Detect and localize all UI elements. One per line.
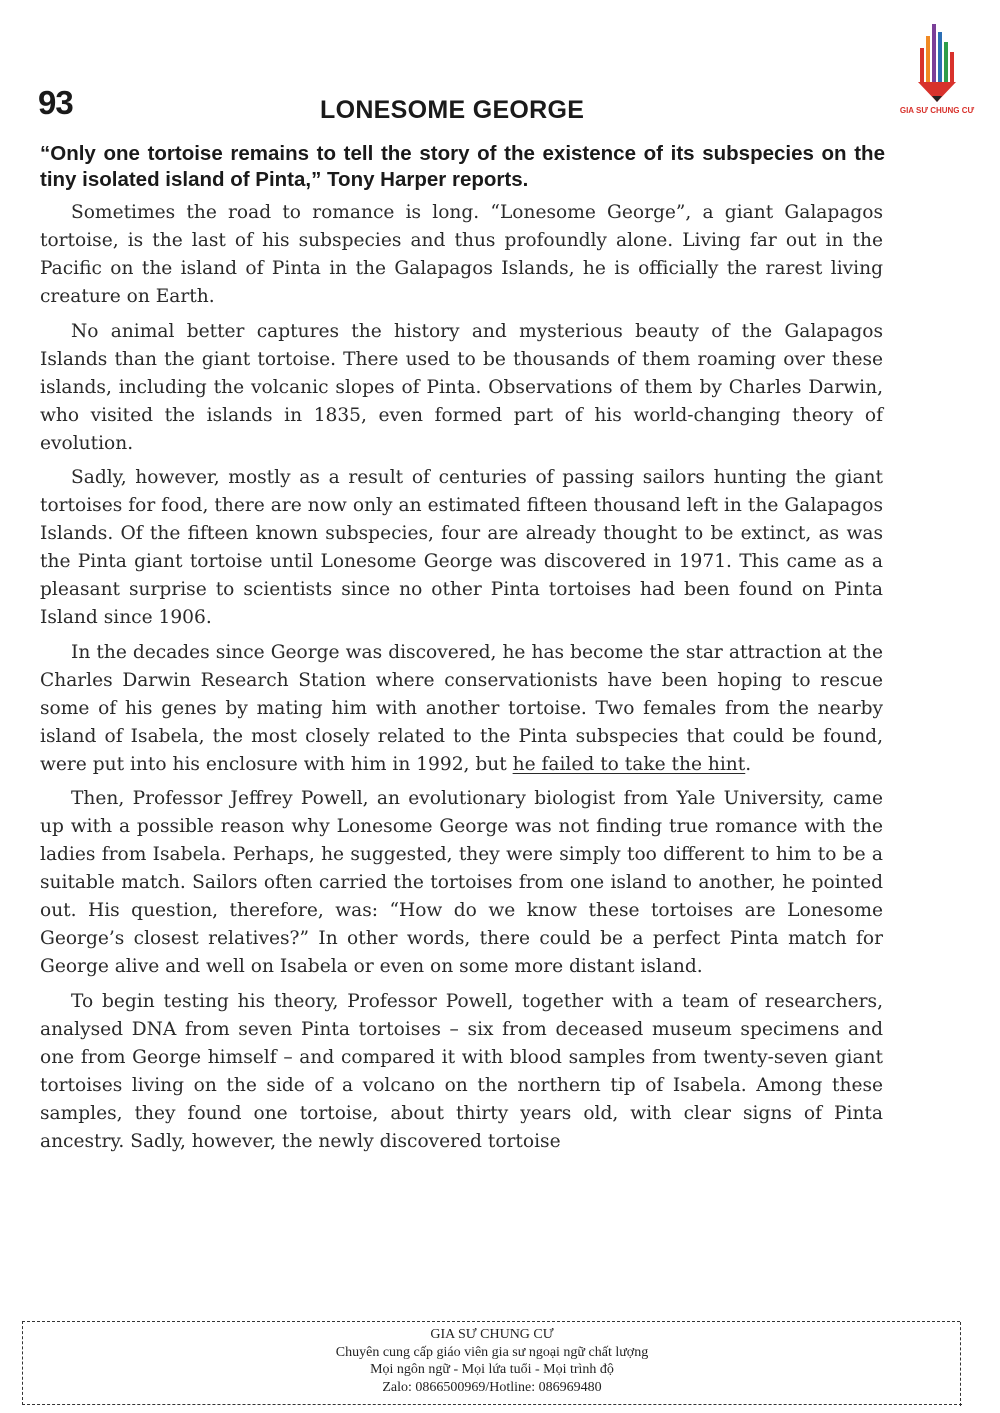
- page-number: 93: [38, 84, 73, 121]
- paragraph: No animal better captures the history and mysterious beauty of the Galapagos Islands than the giant tortoise. There used to be thousands of them roaming over these islands, including the volcanic slopes of Pinta. Observations of them by Charles Darwin, who visited the islands in 1835, even formed part of his world-changing theory of evolution.: [40, 320, 883, 454]
- article-subtitle: “Only one tortoise remains to tell the story of the existence of its subspecies on the tiny isolated island of Pinta,” Tony Harper reports.: [40, 142, 885, 191]
- paragraph-end: .: [745, 753, 752, 775]
- underlined-phrase: he failed to take the hint: [512, 753, 746, 775]
- paragraph: [40, 639, 883, 779]
- footer-contact: Zalo: 0866500969/Hotline: 086969480: [382, 1379, 602, 1395]
- footer-brand: GIA SƯ CHUNG CƯ: [430, 1327, 554, 1342]
- pencil-bars-icon: [892, 18, 982, 106]
- logo-text: GIA SƯ CHUNG CƯ: [899, 106, 975, 115]
- paragraph: To begin testing his theory, Professor Powell, together with a team of researchers, analysed DNA from seven Pinta tortoises – six from deceased museum specimens and one from George himself – and compared it with blood samples from twenty-seven giant tortoises living on the side of a volcano on the northern tip of Isabela. Among these samples, they found one tortoise, about thirty years old, with clear signs of Pinta ancestry. Sadly, however, the newly discovered tortoise: [40, 990, 883, 1152]
- paragraph-text: In the decades since George was discovered, he has become the star attraction at the Charles Darwin Research Station where conservationists have been hoping to rescue some of his genes by mating him with another tortoise. Two females from the nearby island of Isabela, the most closely related to the Pinta subspecies that could be found, were put into his enclosure with him in 1992, but: [40, 641, 883, 775]
- brand-logo: [892, 18, 982, 128]
- paragraph: Then, Professor Jeffrey Powell, an evolutionary biologist from Yale University, came up with a possible reason why Lonesome George was not finding true romance with the ladies from Isabela. Perhaps, he suggested, they were simply too different to him to be a suitable match. Sailors often carried the tortoises from one island to another, he pointed out. His question, therefore, was: “How do we know these tortoises are Lonesome George’s closest relatives?” In other words, there could be a perfect Pinta match for George alive and well on Isabela or even on some more distant island.: [40, 788, 883, 977]
- page-title: LONESOME GEORGE: [320, 96, 585, 124]
- paragraph: Sometimes the road to romance is long. “Lonesome George”, a giant Galapagos tortoise, is the last of his subspecies and thus profoundly alone. Living far out in the Pacific on the island of Pinta in the Galapagos Islands, he is officially the rarest living creature on Earth.: [40, 202, 883, 307]
- footer-slogan: Mọi ngôn ngữ - Mọi lứa tuổi - Mọi trình độ: [370, 1362, 614, 1377]
- footer-box: [22, 1321, 960, 1405]
- paragraph: Sadly, however, mostly as a result of centuries of passing sailors hunting the giant tortoises for food, there are now only an estimated fifteen thousand left in the Galapagos Islands. Of the fifteen known subspecies, four are already thought to be extinct, as was the Pinta giant tortoise until Lonesome George was discovered in 1971. This came as a pleasant surprise to scientists since no other Pinta tortoises had been found on Pinta Island since 1906.: [40, 467, 883, 628]
- footer-tagline: Chuyên cung cấp giáo viên gia sư ngoại ngữ chất lượng: [335, 1344, 649, 1360]
- article-body: [40, 199, 883, 1162]
